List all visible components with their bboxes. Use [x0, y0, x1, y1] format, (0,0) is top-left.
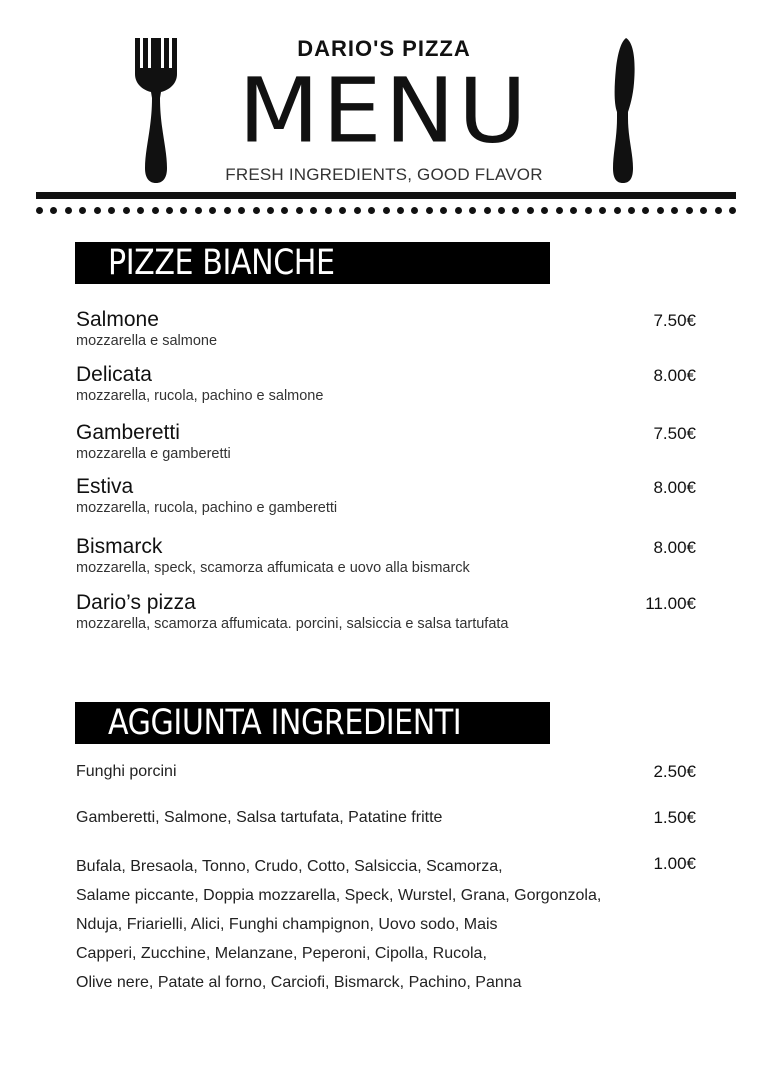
knife-icon	[606, 38, 638, 183]
divider-dot	[36, 207, 43, 214]
menu-item	[76, 308, 696, 350]
divider-dot	[686, 207, 693, 214]
divider-dot	[657, 207, 664, 214]
item-description: mozzarella, scamorza affumicata. porcini, salsiccia e salsa tartufata	[76, 616, 509, 632]
divider-dot	[65, 207, 72, 214]
divider-dot	[383, 207, 390, 214]
item-name: Gamberetti	[76, 421, 180, 444]
tagline: FRESH INGREDIENTS, GOOD FLAVOR	[225, 165, 543, 184]
item-name: Delicata	[76, 363, 152, 386]
divider-dot	[585, 207, 592, 214]
divider-dot	[527, 207, 534, 214]
extra-group-price: 1.00€	[653, 854, 696, 873]
divider-dot	[397, 207, 404, 214]
divider-dot	[411, 207, 418, 214]
item-price: 11.00€	[645, 594, 696, 613]
divider-dot	[469, 207, 476, 214]
item-name: Estiva	[76, 475, 134, 498]
item-price: 7.50€	[653, 424, 696, 443]
section-header-pizze-bianche	[75, 242, 550, 284]
divider-dot	[152, 207, 159, 214]
section-title: PIZZE BIANCHE	[108, 243, 335, 283]
divider-dot	[325, 207, 332, 214]
divider-dot	[339, 207, 346, 214]
divider-dot	[484, 207, 491, 214]
divider-dot	[195, 207, 202, 214]
item-name: Dario’s pizza	[76, 591, 196, 614]
menu-title: MENU	[238, 59, 530, 164]
divider-dot	[79, 207, 86, 214]
item-description: mozzarella, rucola, pachino e gamberetti	[76, 500, 338, 516]
extra-text: Gamberetti, Salmone, Salsa tartufata, Patatine fritte	[76, 809, 443, 826]
menu-item	[76, 475, 696, 517]
divider-dot	[498, 207, 505, 214]
extra-group-line: Capperi, Zucchine, Melanzane, Peperoni, Cipolla, Rucola,	[76, 945, 487, 962]
divider-dot	[541, 207, 548, 214]
divider-dot	[455, 207, 462, 214]
extra-group-line: Nduja, Friarielli, Alici, Funghi champignon, Uovo sodo, Mais	[76, 916, 498, 933]
item-price: 8.00€	[653, 538, 696, 557]
divider-dot	[224, 207, 231, 214]
extra-group-line: Bufala, Bresaola, Tonno, Crudo, Cotto, Salsiccia, Scamorza,	[76, 858, 503, 875]
extra-price: 1.50€	[653, 808, 696, 827]
divider-dot	[209, 207, 216, 214]
divider-dot	[671, 207, 678, 214]
item-description: mozzarella, speck, scamorza affumicata e uovo alla bismarck	[76, 560, 470, 576]
divider-dot	[310, 207, 317, 214]
divider-dot	[238, 207, 245, 214]
item-name: Bismarck	[76, 535, 163, 558]
divider-dot	[253, 207, 260, 214]
extra-group-line: Salame piccante, Doppia mozzarella, Speck, Wurstel, Grana, Gorgonzola,	[76, 887, 602, 904]
header-rule	[36, 192, 736, 199]
divider-dot	[123, 207, 130, 214]
divider-dot	[715, 207, 722, 214]
divider-dot	[368, 207, 375, 214]
divider-dot	[556, 207, 563, 214]
divider-dot	[50, 207, 57, 214]
divider-dot	[729, 207, 736, 214]
extra-group-list	[76, 852, 636, 997]
menu-item	[76, 535, 696, 577]
item-name: Salmone	[76, 308, 159, 331]
item-description: mozzarella e salmone	[76, 333, 218, 349]
section-header-aggiunta-ingredienti	[75, 702, 550, 744]
menu-item	[76, 363, 696, 405]
divider-dot	[166, 207, 173, 214]
divider-dot	[267, 207, 274, 214]
divider-dot	[180, 207, 187, 214]
divider-dot	[94, 207, 101, 214]
item-price: 7.50€	[653, 311, 696, 330]
menu-item	[76, 591, 696, 633]
divider-dot	[281, 207, 288, 214]
divider-dot	[642, 207, 649, 214]
divider-dot	[108, 207, 115, 214]
extra-price: 2.50€	[653, 762, 696, 781]
extra-item	[76, 761, 696, 783]
divider-dot	[628, 207, 635, 214]
divider-dot	[570, 207, 577, 214]
extra-text: Funghi porcini	[76, 763, 177, 780]
item-description: mozzarella e gamberetti	[76, 446, 231, 462]
fork-icon	[133, 38, 179, 183]
section-title: AGGIUNTA INGREDIENTI	[108, 703, 462, 743]
divider-dot	[512, 207, 519, 214]
extra-group-line: Olive nere, Patate al forno, Carciofi, Bismarck, Pachino, Panna	[76, 974, 522, 991]
divider-dot	[296, 207, 303, 214]
extra-item	[76, 807, 696, 829]
divider-dot	[354, 207, 361, 214]
item-description: mozzarella, rucola, pachino e salmone	[76, 388, 324, 404]
divider-dot	[426, 207, 433, 214]
menu-header	[180, 34, 588, 186]
item-price: 8.00€	[653, 478, 696, 497]
divider-dot	[614, 207, 621, 214]
menu-item	[76, 421, 696, 463]
restaurant-name: DARIO'S PIZZA	[297, 36, 471, 61]
divider-dot	[137, 207, 144, 214]
item-price: 8.00€	[653, 366, 696, 385]
divider-dot	[599, 207, 606, 214]
divider-dot	[440, 207, 447, 214]
divider-dot	[700, 207, 707, 214]
dotted-divider	[36, 207, 736, 215]
